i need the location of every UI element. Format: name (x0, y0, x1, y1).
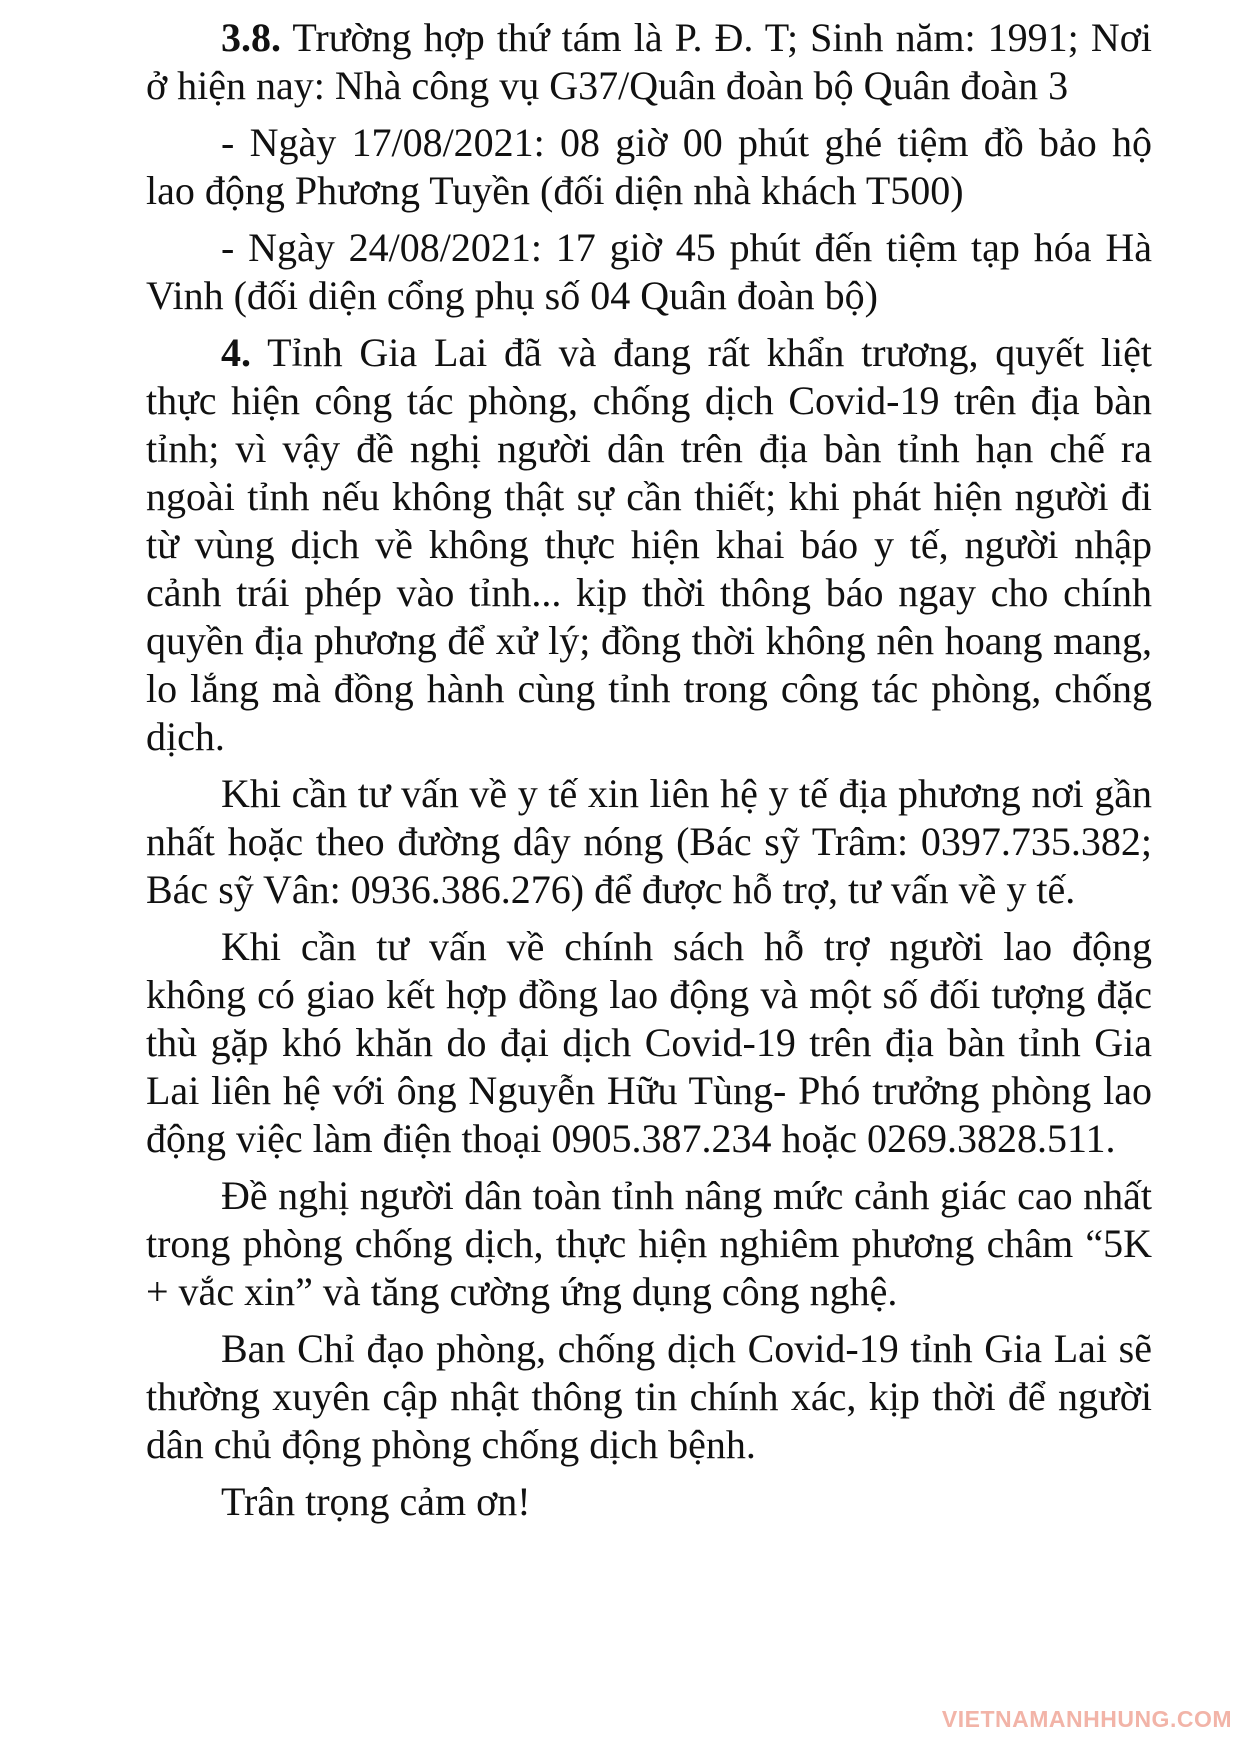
paragraph-text: Khi cần tư vấn về chính sách hỗ trợ người lao động không có giao kết hợp đồng lao động và một số đối tượng đặc thù gặp khó khăn do đại dịch Covid-19 trên địa bàn tỉnh Gia Lai liên hệ với ông Nguyễn Hữu Tùng- Phó trưởng phòng lao động việc làm điện thoại 0905.387.234 hoặc 0269.3828.511. (146, 924, 1152, 1161)
case-3-8-paragraph (146, 14, 1152, 110)
updates-paragraph (146, 1325, 1152, 1469)
labor-support-paragraph (146, 923, 1152, 1163)
paragraph-text: Ban Chỉ đạo phòng, chống dịch Covid-19 tỉnh Gia Lai sẽ thường xuyên cập nhật thông tin chính xác, kịp thời để người dân chủ động phòng chống dịch bệnh. (146, 1326, 1152, 1467)
document-page (146, 14, 1152, 1535)
paragraph-text: - Ngày 24/08/2021: 17 giờ 45 phút đến tiệm tạp hóa Hà Vinh (đối diện cổng phụ số 04 Quân đoàn bộ) (146, 225, 1152, 318)
section-number: 3.8. (221, 15, 281, 60)
paragraph-text: Trân trọng cảm ơn! (221, 1479, 531, 1524)
section-4-paragraph (146, 329, 1152, 761)
paragraph-text: Trường hợp thứ tám là P. Đ. T; Sinh năm: 1991; Nơi ở hiện nay: Nhà công vụ G37/Quân đoàn bộ Quân đoàn 3 (146, 15, 1152, 108)
paragraph-text: - Ngày 17/08/2021: 08 giờ 00 phút ghé tiệm đồ bảo hộ lao động Phương Tuyền (đối diện nhà khách T500) (146, 120, 1152, 213)
section-number: 4. (221, 330, 251, 375)
vigilance-paragraph (146, 1172, 1152, 1316)
case-3-8-visit-2-paragraph (146, 224, 1152, 320)
case-3-8-visit-1-paragraph (146, 119, 1152, 215)
paragraph-text: Đề nghị người dân toàn tỉnh nâng mức cảnh giác cao nhất trong phòng chống dịch, thực hiện nghiêm phương châm “5K + vắc xin” và tăng cường ứng dụng công nghệ. (146, 1173, 1152, 1314)
closing-paragraph (146, 1478, 1152, 1526)
watermark-logo: VIETNAMANHHUNG.COM (941, 1706, 1232, 1732)
medical-hotline-paragraph (146, 770, 1152, 914)
paragraph-text: Tỉnh Gia Lai đã và đang rất khẩn trương, quyết liệt thực hiện công tác phòng, chống dịch Covid-19 trên địa bàn tỉnh; vì vậy đề nghị người dân trên địa bàn tỉnh hạn chế ra ngoài tỉnh nếu không thật sự cần thiết; khi phát hiện người đi từ vùng dịch về không thực hiện khai báo y tế, người nhập cảnh trái phép vào tỉnh... kịp thời thông báo ngay cho chính quyền địa phương để xử lý; đồng thời không nên hoang mang, lo lắng mà đồng hành cùng tỉnh trong công tác phòng, chống dịch. (146, 330, 1152, 759)
paragraph-text: Khi cần tư vấn về y tế xin liên hệ y tế địa phương nơi gần nhất hoặc theo đường dây nóng (Bác sỹ Trâm: 0397.735.382; Bác sỹ Vân: 0936.386.276) để được hỗ trợ, tư vấn về y tế. (146, 771, 1152, 912)
